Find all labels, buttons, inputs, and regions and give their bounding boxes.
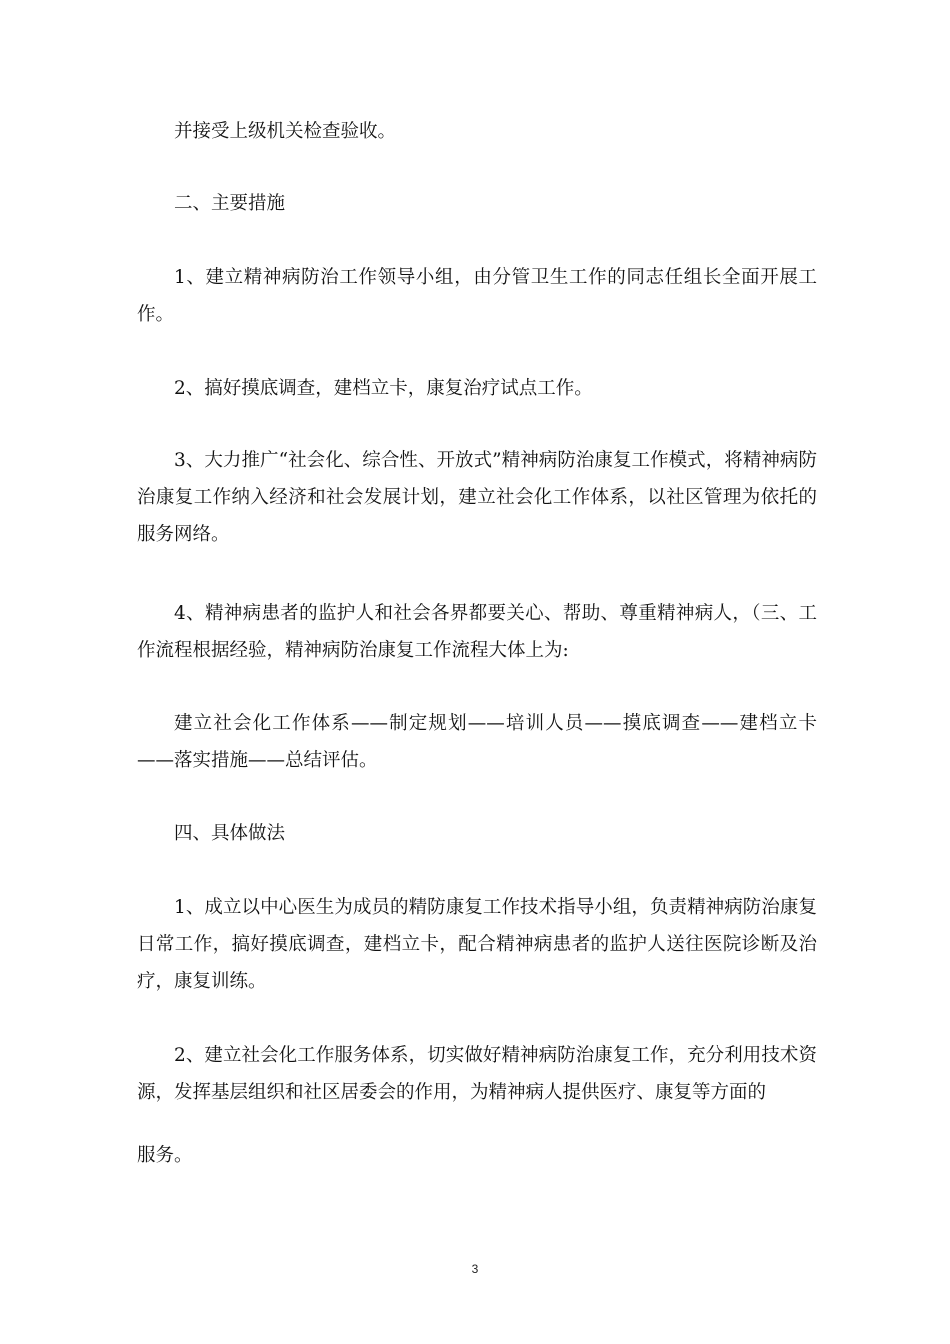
paragraph-measure-4: 4、精神病患者的监护人和社会各界都要关心、帮助、尊重精神病人，（三、工作流程根据经验，精神病防治康复工作流程大体上为: — [137, 603, 817, 661]
paragraph-measure-3: 3、大力推广“社会化、综合性、开放式”精神病防治康复工作模式，将精神病防治康复工作纳入经济和社会发展计划，建立社会化工作体系，以社区管理为依托的服务网络。 — [137, 450, 817, 545]
paragraph-measure-1: 1、建立精神病防治工作领导小组，由分管卫生工作的同志任组长全面开展工作。 — [137, 267, 817, 325]
page-number: 3 — [471, 1262, 479, 1276]
paragraph-workflow: 建立社会化工作体系——制定规划——培训人员——摸底调查——建档立卡——落实措施——总结评估。 — [137, 713, 817, 771]
paragraph-practice-2-continued: 服务。 — [137, 1145, 193, 1166]
paragraph-practice-1: 1、成立以中心医生为成员的精防康复工作技术指导小组，负责精神病防治康复日常工作，搞好摸底调查，建档立卡，配合精神病患者的监护人送往医院诊断及治疗，康复训练。 — [137, 897, 817, 992]
paragraph-practice-2: 2、建立社会化工作服务体系，切实做好精神病防治康复工作，充分利用技术资源，发挥基层组织和社区居委会的作用，为精神病人提供医疗、康复等方面的 — [137, 1045, 817, 1103]
paragraph-acceptance: 并接受上级机关检查验收。 — [174, 121, 397, 142]
heading-specific-practices: 四、具体做法 — [174, 823, 286, 844]
heading-main-measures: 二、主要措施 — [174, 193, 286, 214]
paragraph-measure-2: 2、搞好摸底调查，建档立卡，康复治疗试点工作。 — [174, 378, 593, 399]
